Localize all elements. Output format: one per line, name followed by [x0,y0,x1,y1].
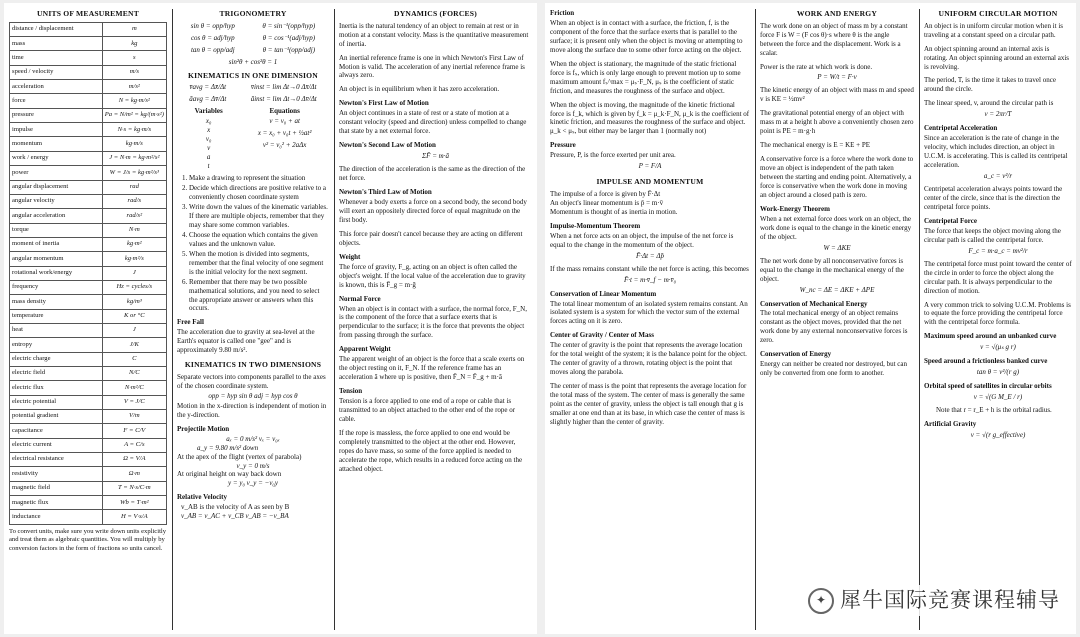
variables-list [195,107,223,171]
units-row [10,323,167,337]
column-divider [919,9,920,630]
imt-text: When a net force acts on an object, the impulse of the net force is equal to the change in the momentum of the object. [550,231,734,249]
quantity-cell: angular momentum [10,252,103,266]
watermark [804,585,1064,616]
weight-title: Weight [339,252,361,261]
potential-energy-text: The gravitational potential energy of an object with mass m at a height h above a conveniently chosen zero point is PE = m·g·h [760,109,914,136]
units-row [10,395,167,409]
artificial-gravity-title: Artificial Gravity [924,420,977,429]
orbit-note: Note that r = r_E + h is the orbital radius. [936,406,1052,415]
trig-cos-row [177,34,329,43]
cg-text-2: The center of mass is the point that represents the average location for the total mass of the system. The center of mass is generally the same point as the center of gravity, unless the object is tall enough that g is smaller at one end than at its base, in which case the center of mass is slightly higher than the center of gravity. [550,382,747,426]
friction-title: Friction [550,9,575,17]
period-text: The period, T, is the time it takes to travel once around the circle. [924,76,1056,94]
velocity-defs [177,83,329,92]
max-speed-title: Maximum speed around an unbanked curve [924,332,1057,341]
variable-item: v [207,144,211,153]
proj-line-5: At original height on way back down [177,470,282,479]
avg-accel: āavg = Δv̄/Δt [189,95,227,104]
max-speed-equation: v = √(μₛ g r) [980,343,1016,352]
kin2-text2: Motion in the x-direction is independent of motion in the y-direction. [177,401,327,419]
quantity-cell: force [10,94,103,108]
quantity-cell: heat [10,323,103,337]
quantity-cell: moment of inertia [10,237,103,251]
quantity-cell: electrical resistance [10,453,103,467]
newton2-text: The direction of the acceleration is the same as the direction of the net force. [339,165,526,183]
units-row [10,65,167,79]
unit-cell: F = C/V [102,424,166,438]
unit-cell: kg·m/s [102,137,166,151]
tension-title: Tension [339,387,363,396]
units-row [10,94,167,108]
newton2-equation: ΣF̄ = m·ā [422,152,449,161]
units-row [10,237,167,251]
units-row [10,467,167,481]
units-row [10,80,167,94]
column-divider [755,9,756,630]
column-divider [334,9,335,630]
unit-cell: Hz = cycles/s [102,280,166,294]
wechat-logo-icon: ✦ [808,588,834,614]
units-row [10,37,167,51]
units-row [10,438,167,452]
quantity-cell: acceleration [10,80,103,94]
variable-item: x [207,126,211,135]
unit-cell: m/s² [102,80,166,94]
ca-text-2: Centripetal acceleration always points toward the center of the circle, since that is the direction the centripetal force points. [924,185,1063,211]
units-table [9,22,167,525]
quantity-cell: electric potential [10,395,103,409]
units-row [10,295,167,309]
quantity-cell: angular displacement [10,180,103,194]
unit-cell: N·s = kg·m/s [102,123,166,137]
cme-text: The total mechanical energy of an object remains constant as the object moves, provided that the net work done by any external nonconservative forces is zero. [760,309,908,345]
equation-item: x = x₀ + v₀t + ½at² [257,129,312,138]
accel-defs [177,95,329,104]
normal-force-text: When an object is in contact with a surface, the normal force, F_N, is the component of the force that a surface exerts that is perpendicular to the surface; it is the force that prevents the object from passing through the surface. [339,304,527,340]
dynamics-title: DYNAMICS (FORCES) [394,9,477,18]
orbit-equation: v = √(G M_E / r) [973,393,1023,402]
quantity-cell: torque [10,223,103,237]
equation-item: v² = v₀² + 2aΔx [262,141,307,150]
clm-title: Conservation of Linear Momentum [550,289,657,298]
friction-column [547,7,753,632]
units-row [10,280,167,294]
quantity-cell: pressure [10,108,103,122]
clm-text: The total linear momentum of an isolated system remains constant. An isolated system is a system for which the vector sum of the external forces acting on it is zero. [550,299,748,326]
impulse-title: IMPULSE AND MOMENTUM [596,177,704,187]
quantity-cell: electric flux [10,381,103,395]
unit-cell: kg·m²/s [102,252,166,266]
units-row [10,266,167,280]
units-row [10,424,167,438]
unit-cell: K or °C [102,309,166,323]
apparent-weight-title: Apparent Weight [339,345,391,354]
quantity-cell: work / energy [10,151,103,165]
unit-cell: N = kg·m/s² [102,94,166,108]
unit-cell: rad/s [102,194,166,208]
unit-cell: kg·m² [102,237,166,251]
unit-cell: Wb = T·m² [102,496,166,510]
arctan-formula: θ = tan⁻¹(opp/adj) [262,45,316,54]
unit-cell: N/C [102,366,166,380]
ce-text: Energy can neither be created nor destroyed, but can only be converted from one form to another. [760,360,907,378]
kinetic-energy-text: The kinetic energy of an object with mass m and speed v is KE = ½mv² [760,86,914,104]
equations-heading: Equations [269,107,300,116]
units-row [10,381,167,395]
units-row [10,51,167,65]
kinematic-variables-table [177,107,329,171]
work-energy-column [757,7,917,632]
units-row [10,338,167,352]
unit-cell: H = V·s/A [102,510,166,524]
friction-text-1: When an object is in contact with a surface, the friction, f, is the component of the force that the surface exerts that is parallel to the surface; it is present only when the object is moving or attempting to move along the surface due to some other force acting on the object. [550,18,743,54]
quantity-cell: inductance [10,510,103,524]
units-row [10,137,167,151]
newton2-title: Newton's Second Law of Motion [339,141,436,150]
units-row [10,151,167,165]
normal-force-title: Normal Force [339,294,381,303]
quantity-cell: power [10,166,103,180]
proj-line-6: y = y₀ v_y = −v₀y [228,479,278,488]
units-row [10,252,167,266]
dynamics-column [336,7,535,632]
quantity-cell: electric current [10,438,103,452]
units-row [10,166,167,180]
circular-title: UNIFORM CIRCULAR MOTION [938,9,1058,18]
kin2-text: Separate vectors into components parallel to the axes of the chosen coordinate system. [177,372,326,390]
units-row [10,366,167,380]
imt-equation-2: F̄·t = m·v̄_f − m·v̄₀ [623,275,677,284]
step-item: 6. Remember that there may be two possible mathematical solutions, and you need to select the appropriate answer or answers when this occurs. [189,278,329,314]
units-row [10,453,167,467]
step-item: 5. When the motion is divided into segments, remember that the final velocity of one segment is the initial velocity for the next segment. [189,250,329,277]
pythagorean-identity: sin²θ + cos²θ = 1 [228,57,278,66]
step-item: 3. Write down the values of the kinematic variables. If there are multiple objects, remember that they may share some common variables. [189,203,329,230]
artificial-gravity-equation: v = √(r g_effective) [970,430,1026,439]
linear-speed-equation: v = 2πr/T [984,110,1012,119]
proj-line-3: At the apex of the flight (vertex of parabola) [177,452,302,461]
unit-cell: m/s [102,65,166,79]
tension-text: Tension is a force applied to one end of a rope or cable that is transmitted to an object attached to the other end of the rope or cable. [339,397,516,423]
units-row [10,223,167,237]
ca-equation: a_c = v²/r [983,172,1013,181]
units-title: UNITS OF MEASUREMENT [36,9,140,18]
arccos-formula: θ = cos⁻¹(adj/hyp) [262,33,316,42]
right-page [545,3,1076,634]
newton3-text: Whenever a body exerts a force on a second body, the second body will exert an oppositely directed force of equal magnitude on the first body. [339,197,527,224]
quantity-cell: electric field [10,366,103,380]
unit-cell: J/K [102,338,166,352]
newton3-note: This force pair doesn't cancel because they are acting on different objects. [339,229,523,247]
units-row [10,22,167,36]
pressure-title: Pressure [550,141,576,150]
ca-title: Centripetal Acceleration [924,124,998,133]
kin1-title: KINEMATICS IN ONE DIMENSION [188,70,318,80]
column-divider [172,9,173,630]
quantity-cell: mass density [10,295,103,309]
unit-cell: kg [102,37,166,51]
equations-list [258,107,312,171]
component-formula: opp = hyp sin θ adj = hyp cos θ [208,391,298,400]
unit-cell: N·m²/C [102,381,166,395]
units-row [10,496,167,510]
kin2-title: KINEMATICS IN TWO DIMENSIONS [184,360,322,370]
variable-item: t [207,162,210,171]
proj-line-4: v_y = 0 m/s [236,461,270,470]
quantity-cell: magnetic field [10,481,103,495]
step-item: 4. Choose the equation which contains the given values and the unknown value. [189,231,329,249]
units-row [10,180,167,194]
ucm-text-1: An object is in uniform circular motion when it is traveling at a constant speed on a circular path. [924,21,1064,39]
quantity-cell: speed / velocity [10,65,103,79]
linear-speed-text: The linear speed, v, around the circular path is [924,99,1054,108]
relative-velocity-title: Relative Velocity [177,493,227,502]
inst-velocity: v̄inst = lim Δt→0 Δx̄/Δt [250,83,317,92]
quantity-cell: capacitance [10,424,103,438]
weight-text: The force of gravity, F_g, acting on an object is often called the object's weight. If the local value of the acceleration due to gravity is known, this is F̄_g = m·ḡ [339,262,526,289]
cf-text-2: The centripetal force must point toward the center of the circle in order to force the object along the circular path. It is always perpendicular to the direction of motion. [924,259,1072,295]
quantity-cell: potential gradient [10,410,103,424]
unit-cell: V = J/C [102,395,166,409]
tan-formula: tan θ = opp/adj [190,45,235,54]
work-text-1: The work done on an object of mass m by a constant force F is W = (F cos θ)·s where θ is the angle between the force and the displacement. Work is a scalar. [760,21,908,57]
quantity-cell: resistivity [10,467,103,481]
unit-cell: J = N·m = kg·m²/s² [102,151,166,165]
inertia-text: Inertia is the natural tendency of an object to remain at rest or in motion at a constant velocity. Mass is the quantitative measurement of inertia. [339,21,529,48]
impulse-line-1: The impulse of a force is given by F̄·Δt [550,189,661,198]
unit-cell: kg/m³ [102,295,166,309]
unit-cell: s [102,51,166,65]
left-page [4,3,537,634]
variable-item: x₀ [205,117,212,126]
units-footer: To convert units, make sure you write down units explicitly and treat them as algebraic quantities. You will multiply by conversion factors in the form of fractions so units cancel. [9,527,167,552]
proj-line-2: a_y = 9.80 m/s² down [197,443,259,452]
ucm-text-2: An object spinning around an internal axis is rotating. An object spinning around an external axis is revolving. [924,44,1070,71]
trig-title: TRIGONOMETRY [219,9,287,18]
problem-solving-steps [189,174,329,313]
quantity-cell: angular velocity [10,194,103,208]
cf-equation: F_c = m·a_c = mv²/r [968,246,1028,255]
impulse-line-3: Momentum is thought of as inertia in motion. [550,207,678,216]
cme-title: Conservation of Mechanical Energy [760,299,868,308]
equation-item: v = v₀ + at [269,117,300,126]
unit-cell: J [102,323,166,337]
apparent-weight-text: The apparent weight of an object is the force that a scale exerts on the object resting on it, F_N. If the reference frame has an acceleration ā where up is positive, then F̄_N = F̄_g + m·ā [339,355,525,382]
tension-text-2: If the rope is massless, the force applied to one end would be completely transmitted to the object at the other end. However, ropes do have mass, so some of the force applied is needed to accelerate the rope, which results in a reduced force acting on the attached object. [339,428,523,473]
newton3-title: Newton's Third Law of Motion [339,188,432,197]
imt-equation: F̄·Δt = Δp̄ [636,251,664,260]
unit-cell: J [102,266,166,280]
impulse-line-2: An object's linear momentum is p̄ = m·v̄ [550,198,664,207]
variable-item: a [206,153,211,162]
circular-motion-column [921,7,1075,632]
cf-text-3: A very common trick to solving U.C.M. Problems is to equate the force providing the centripetal force with the centripetal force formula. [924,300,1071,327]
mechanical-energy-text: The mechanical energy is E = KE + PE [760,141,871,150]
wet-text-2: The net work done by all nonconservative forces is equal to the change in the mechanical energy of the object. [760,256,904,283]
unit-cell: N·m [102,223,166,237]
unit-cell: W = J/s = kg·m²/s³ [102,166,166,180]
cos-formula: cos θ = adj/hyp [190,33,235,42]
ce-title: Conservation of Energy [760,350,832,359]
quantity-cell: impulse [10,123,103,137]
banked-title: Speed around a frictionless banked curve [924,357,1048,366]
quantity-cell: mass [10,37,103,51]
arcsin-formula: θ = sin⁻¹(opp/hyp) [262,21,316,30]
units-row [10,481,167,495]
imt-title: Impulse-Momentum Theorem [550,221,641,230]
wet-text: When a net external force does work on an object, the work done is equal to the change in the kinetic energy of the object. [760,214,912,241]
work-title: WORK AND ENERGY [796,9,878,18]
units-row [10,410,167,424]
cf-title: Centripetal Force [924,216,977,225]
kinematics-column [174,7,332,632]
rel-line-2: v_AB = v_AC + v_CB v_AB = −v_BA [181,512,289,521]
unit-cell: C [102,352,166,366]
quantity-cell: distance / displacement [10,22,103,36]
variables-heading: Variables [194,107,223,116]
quantity-cell: momentum [10,137,103,151]
sin-formula: sin θ = opp/hyp [190,21,235,30]
unit-cell: rad/s² [102,209,166,223]
unit-cell: V/m [102,410,166,424]
quantity-cell: magnetic flux [10,496,103,510]
unit-cell: Pa = N/m² = kg/(m·s²) [102,108,166,122]
unit-cell: m [102,22,166,36]
rel-line-1: v_AB is the velocity of A as seen by B [181,503,290,512]
ca-text: Since an acceleration is the rate of change in the velocity, which includes direction, an object in U.C.M. is accelerating. This is called its centripetal acceleration. [924,134,1068,170]
cf-text: The force that keeps the object moving along the circular path is called the centripetal force. [924,226,1061,244]
quantity-cell: angular acceleration [10,209,103,223]
cg-title: Center of Gravity / Center of Mass [550,331,654,340]
unit-cell: Ω = V/A [102,453,166,467]
imt-text-2: If the mass remains constant while the net force is acting, this becomes [550,264,749,273]
watermark-text: 犀牛国际竞赛课程辅导 [840,588,1060,613]
unit-cell: T = N·s/C·m [102,481,166,495]
banked-equation: tan θ = v²/(r g) [976,368,1020,377]
units-row [10,510,167,524]
units-row [10,309,167,323]
wet-equation-2: W_nc = ΔE = ΔKE + ΔPE [799,285,875,294]
pressure-equation: P = F/A [638,162,662,171]
equilibrium-text: An object is in equilibrium when it has zero acceleration. [339,85,500,94]
quantity-cell: rotational work/energy [10,266,103,280]
units-row [10,108,167,122]
freefall-title: Free Fall [177,318,204,327]
avg-velocity: v̄avg = Δx̄/Δt [189,83,227,92]
friction-text-3: When the object is moving, the magnitude of the kinetic frictional force is f_k, which is given by f_k = μ_k·F_N, μ_k is the coefficient of kinetic friction, and measures the roughness of the surface and object. μ_k < μₛ, but either may be larger than 1 (normally not) [550,100,750,136]
projectile-title: Projectile Motion [177,424,230,433]
quantity-cell: frequency [10,280,103,294]
unit-cell: A = C/s [102,438,166,452]
friction-text-2: When the object is stationary, the magnitude of the static frictional force is fₛ, which is only large enough to prevent motion up to some maximum amount fₛ^max = μₛ·F_N, μₛ is the coefficient of static friction, and measures the roughness of the surface and object. [550,59,741,95]
power-equation: P = W/t = F·v [817,73,857,82]
trig-sin-row [177,22,329,31]
pressure-text: Pressure, P, is the force exerted per unit area. [550,151,676,160]
quantity-cell: electric charge [10,352,103,366]
step-item: 2. Decide which directions are positive relative to a conveniently chosen coordinate system [189,184,329,202]
unit-cell: Ω·m [102,467,166,481]
units-column [6,7,170,632]
units-row [10,123,167,137]
inst-accel: āinst = lim Δt→0 Δv̄/Δt [250,95,317,104]
trig-tan-row [177,46,329,55]
units-row [10,194,167,208]
wet-equation: W = ΔKE [823,243,851,252]
quantity-cell: temperature [10,309,103,323]
quantity-cell: entropy [10,338,103,352]
units-row [10,209,167,223]
step-item: 1. Make a drawing to represent the situation [189,174,329,183]
unit-cell: rad [102,180,166,194]
reference-frame-text: An inertial reference frame is one in which Newton's First Law of Motion is valid. The acceleration of any inertial reference frame is always zero. [339,53,525,80]
units-row [10,352,167,366]
orbit-title: Orbital speed of satellites in circular orbits [924,382,1052,391]
power-text: Power is the rate at which work is done. [760,62,873,71]
newton1-title: Newton's First Law of Motion [339,99,429,108]
cg-text-1: The center of gravity is the point that represents the average location for the total weight of the system; it is the balance point for the object. The center of gravity of a thrown, rotating object is the point that moves along the parabola. [550,341,747,377]
conservative-force-text: A conservative force is a force where the work done to move an object is independent of the path taken between the starting and ending point. Alternatively, a force is conservative when the work done in moving an object around a closed path is zero. [760,155,914,199]
variable-item: v₀ [205,135,212,144]
newton1-text: An object continues in a state of rest or a state of motion at a constant velocity (speed and direction) unless compelled to change that state by a net external force. [339,109,527,136]
freefall-text: The acceleration due to gravity at sea-level at the Earth's equator is called one "gee" and is approximately 9.80 m/s². [177,328,315,355]
quantity-cell: time [10,51,103,65]
wet-title: Work-Energy Theorem [760,204,830,213]
proj-line-1: aₓ = 0 m/s² vₓ = v₀ₓ [226,434,280,443]
